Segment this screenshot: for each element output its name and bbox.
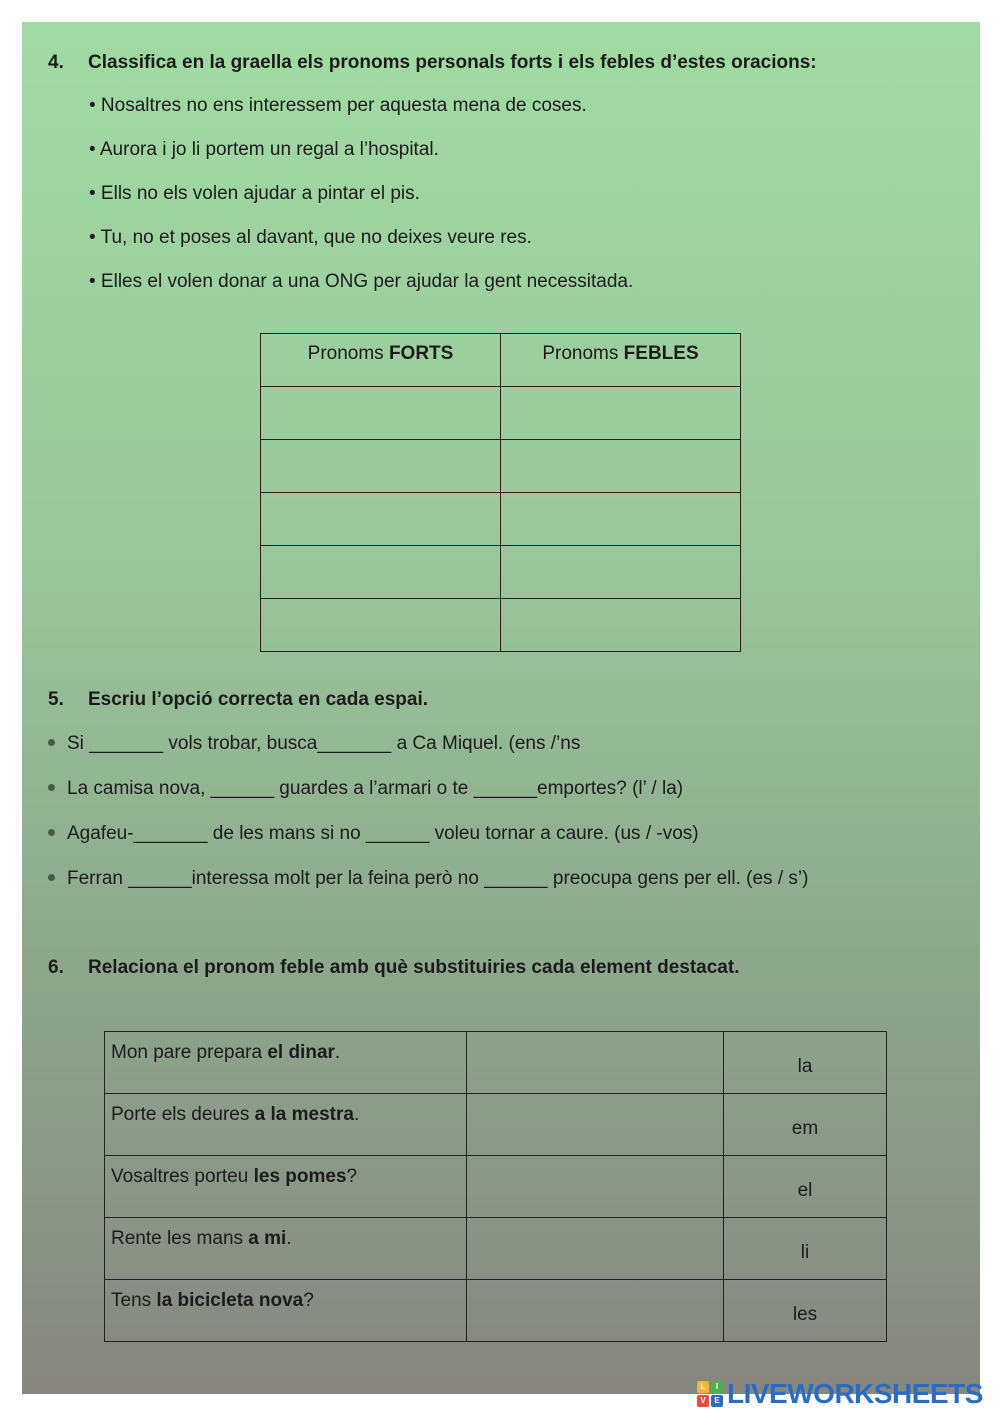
exercise-5-item: Si _______ vols trobar, busca_______ a Ca Miquel. (ens /’ns [48, 733, 580, 755]
exercise-4-sentence: • Aurora i jo li portem un regal a l’hospital. [89, 139, 439, 160]
exercise-6-number: 6. [48, 957, 64, 978]
bullet-dot-icon [48, 739, 55, 746]
forts-answer-cell[interactable] [261, 440, 501, 493]
exercise-4-title: Classifica en la graella els pronoms personals forts i els febles d’estes oracions: [88, 52, 817, 73]
table-row [105, 1094, 887, 1156]
febles-answer-cell[interactable] [501, 387, 741, 440]
exercise-6-title: Relaciona el pronom feble amb què substituiries cada element destacat. [88, 957, 740, 978]
pronouns-classification-table [260, 333, 741, 652]
exercise-4-number: 4. [48, 52, 64, 73]
match-target-cell[interactable] [466, 1280, 723, 1342]
forts-answer-cell[interactable] [261, 493, 501, 546]
exercise-5-number: 5. [48, 689, 64, 710]
exercise-4-sentence: • Ells no els volen ajudar a pintar el pis. [89, 183, 420, 204]
exercise-4-heading [48, 52, 948, 76]
pronoun-option[interactable]: li [724, 1218, 887, 1280]
column-header-febles: Pronoms FEBLES [501, 334, 741, 387]
exercise-4-sentence: • Elles el volen donar a una ONG per ajudar la gent necessitada. [89, 271, 634, 292]
exercise-4-sentence: • Nosaltres no ens interessem per aquesta mena de coses. [89, 95, 587, 116]
sentence-cell: Rente les mans a mi. [105, 1218, 467, 1280]
pronoun-option[interactable]: les [724, 1280, 887, 1342]
sentence-cell: Mon pare prepara el dinar. [105, 1032, 467, 1094]
bullet-dot-icon [48, 829, 55, 836]
match-target-cell[interactable] [466, 1218, 723, 1280]
pronoun-option[interactable]: em [724, 1094, 887, 1156]
febles-answer-cell[interactable] [501, 599, 741, 652]
forts-answer-cell[interactable] [261, 599, 501, 652]
matching-table [104, 1031, 887, 1342]
column-header-forts: Pronoms FORTS [261, 334, 501, 387]
worksheet-page [22, 22, 980, 1394]
exercise-5-item: Ferran ______interessa molt per la feina però no ______ preocupa gens per ell. (es / s’) [48, 868, 808, 890]
febles-answer-cell[interactable] [501, 546, 741, 599]
exercise-4-sentence: • Tu, no et poses al davant, que no deixes veure res. [89, 227, 532, 248]
sentence-cell: Tens la bicicleta nova? [105, 1280, 467, 1342]
match-target-cell[interactable] [466, 1032, 723, 1094]
exercise-5-item: La camisa nova, ______ guardes a l’armari o te ______emportes? (l’ / la) [48, 778, 683, 800]
table-row [105, 1280, 887, 1342]
exercise-5-heading [48, 689, 948, 713]
match-target-cell[interactable] [466, 1094, 723, 1156]
exercise-6-heading [48, 957, 948, 981]
table-row [105, 1032, 887, 1094]
bullet-dot-icon [48, 874, 55, 881]
febles-answer-cell[interactable] [501, 440, 741, 493]
logo-text: LIVEWORKSHEETS [727, 1378, 983, 1409]
sentence-cell: Vosaltres porteu les pomes? [105, 1156, 467, 1218]
table-row [105, 1218, 887, 1280]
liveworksheets-logo[interactable] [697, 1378, 983, 1410]
bullet-dot-icon [48, 784, 55, 791]
forts-answer-cell[interactable] [261, 387, 501, 440]
sentence-cell: Porte els deures a la mestra. [105, 1094, 467, 1156]
pronoun-option[interactable]: la [724, 1032, 887, 1094]
exercise-5-title: Escriu l’opció correcta en cada espai. [88, 689, 429, 710]
forts-answer-cell[interactable] [261, 546, 501, 599]
logo-grid-icon: L I V E [697, 1381, 723, 1407]
exercise-5-item: Agafeu-_______ de les mans si no ______ voleu tornar a caure. (us / -vos) [48, 823, 699, 845]
pronoun-option[interactable]: el [724, 1156, 887, 1218]
match-target-cell[interactable] [466, 1156, 723, 1218]
table-row [105, 1156, 887, 1218]
febles-answer-cell[interactable] [501, 493, 741, 546]
